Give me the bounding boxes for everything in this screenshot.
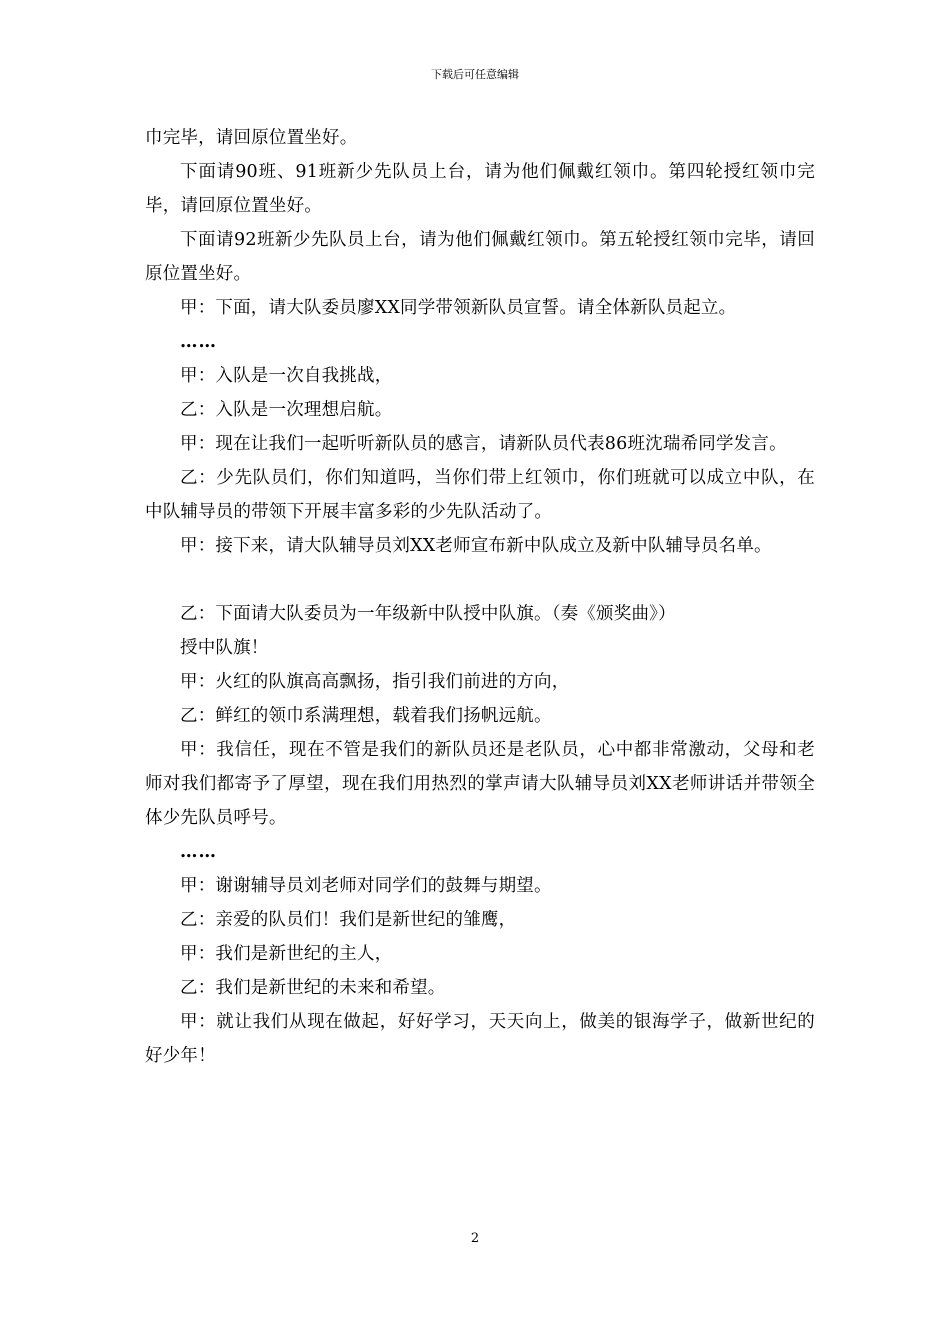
paragraph: 下面请92班新少先队员上台，请为他们佩戴红领巾。第五轮授红领巾完毕，请回原位置坐好。 [145, 230, 815, 284]
paragraph: 甲：我信任，现在不管是我们的新队员还是老队员，心中都非常激动，父母和老师对我们都寄予了厚望，现在我们用热烈的掌声请大队辅导员刘XX老师讲话并带领全体少先队员呼号。 [145, 740, 815, 828]
paragraph: 甲：入队是一次自我挑战， [180, 366, 393, 386]
paragraph: 乙：我们是新世纪的未来和希望。 [180, 978, 446, 998]
ellipsis-paragraph: …… [180, 332, 217, 352]
paragraph: 乙：鲜红的领巾系满理想，载着我们扬帆远航。 [180, 706, 552, 726]
paragraph: 甲：就让我们从现在做起，好好学习，天天向上，做美的银海学子，做新世纪的好少年！ [145, 1012, 815, 1066]
paragraph: 甲：接下来，请大队辅导员刘XX老师宣布新中队成立及新中队辅导员名单。 [180, 536, 772, 556]
paragraph: 甲：谢谢辅导员刘老师对同学们的鼓舞与期望。 [180, 876, 552, 896]
paragraph: 授中队旗！ [180, 638, 269, 658]
paragraph: 甲：火红的队旗高高飘扬，指引我们前进的方向， [180, 672, 570, 692]
page-header: 下载后可任意编辑 [431, 68, 519, 81]
paragraph: 甲：我们是新世纪的主人， [180, 944, 393, 964]
paragraph: 乙：下面请大队委员为一年级新中队授中队旗。（奏《颁奖曲》） [180, 604, 676, 624]
blank-line [145, 563, 815, 597]
paragraph: 乙：少先队员们，你们知道吗，当你们带上红领巾，你们班就可以成立中队，在中队辅导员的带领下开展丰富多彩的少先队活动了。 [145, 468, 815, 522]
page-number: 2 [470, 1231, 480, 1246]
ellipsis-paragraph: …… [180, 842, 217, 862]
paragraph: 巾完毕，请回原位置坐好。 [145, 128, 358, 148]
paragraph: 甲：现在让我们一起听听新队员的感言，请新队员代表86班沈瑞希同学发言。 [180, 434, 787, 454]
paragraph: 乙：入队是一次理想启航。 [180, 400, 393, 420]
document-body [145, 121, 815, 1073]
paragraph: 下面请90班、91班新少先队员上台，请为他们佩戴红领巾。第四轮授红领巾完毕，请回原位置坐好。 [145, 162, 815, 216]
paragraph: 乙：亲爱的队员们！我们是新世纪的雏鹰， [180, 910, 517, 930]
paragraph: 甲：下面，请大队委员廖XX同学带领新队员宣誓。请全体新队员起立。 [180, 298, 737, 318]
